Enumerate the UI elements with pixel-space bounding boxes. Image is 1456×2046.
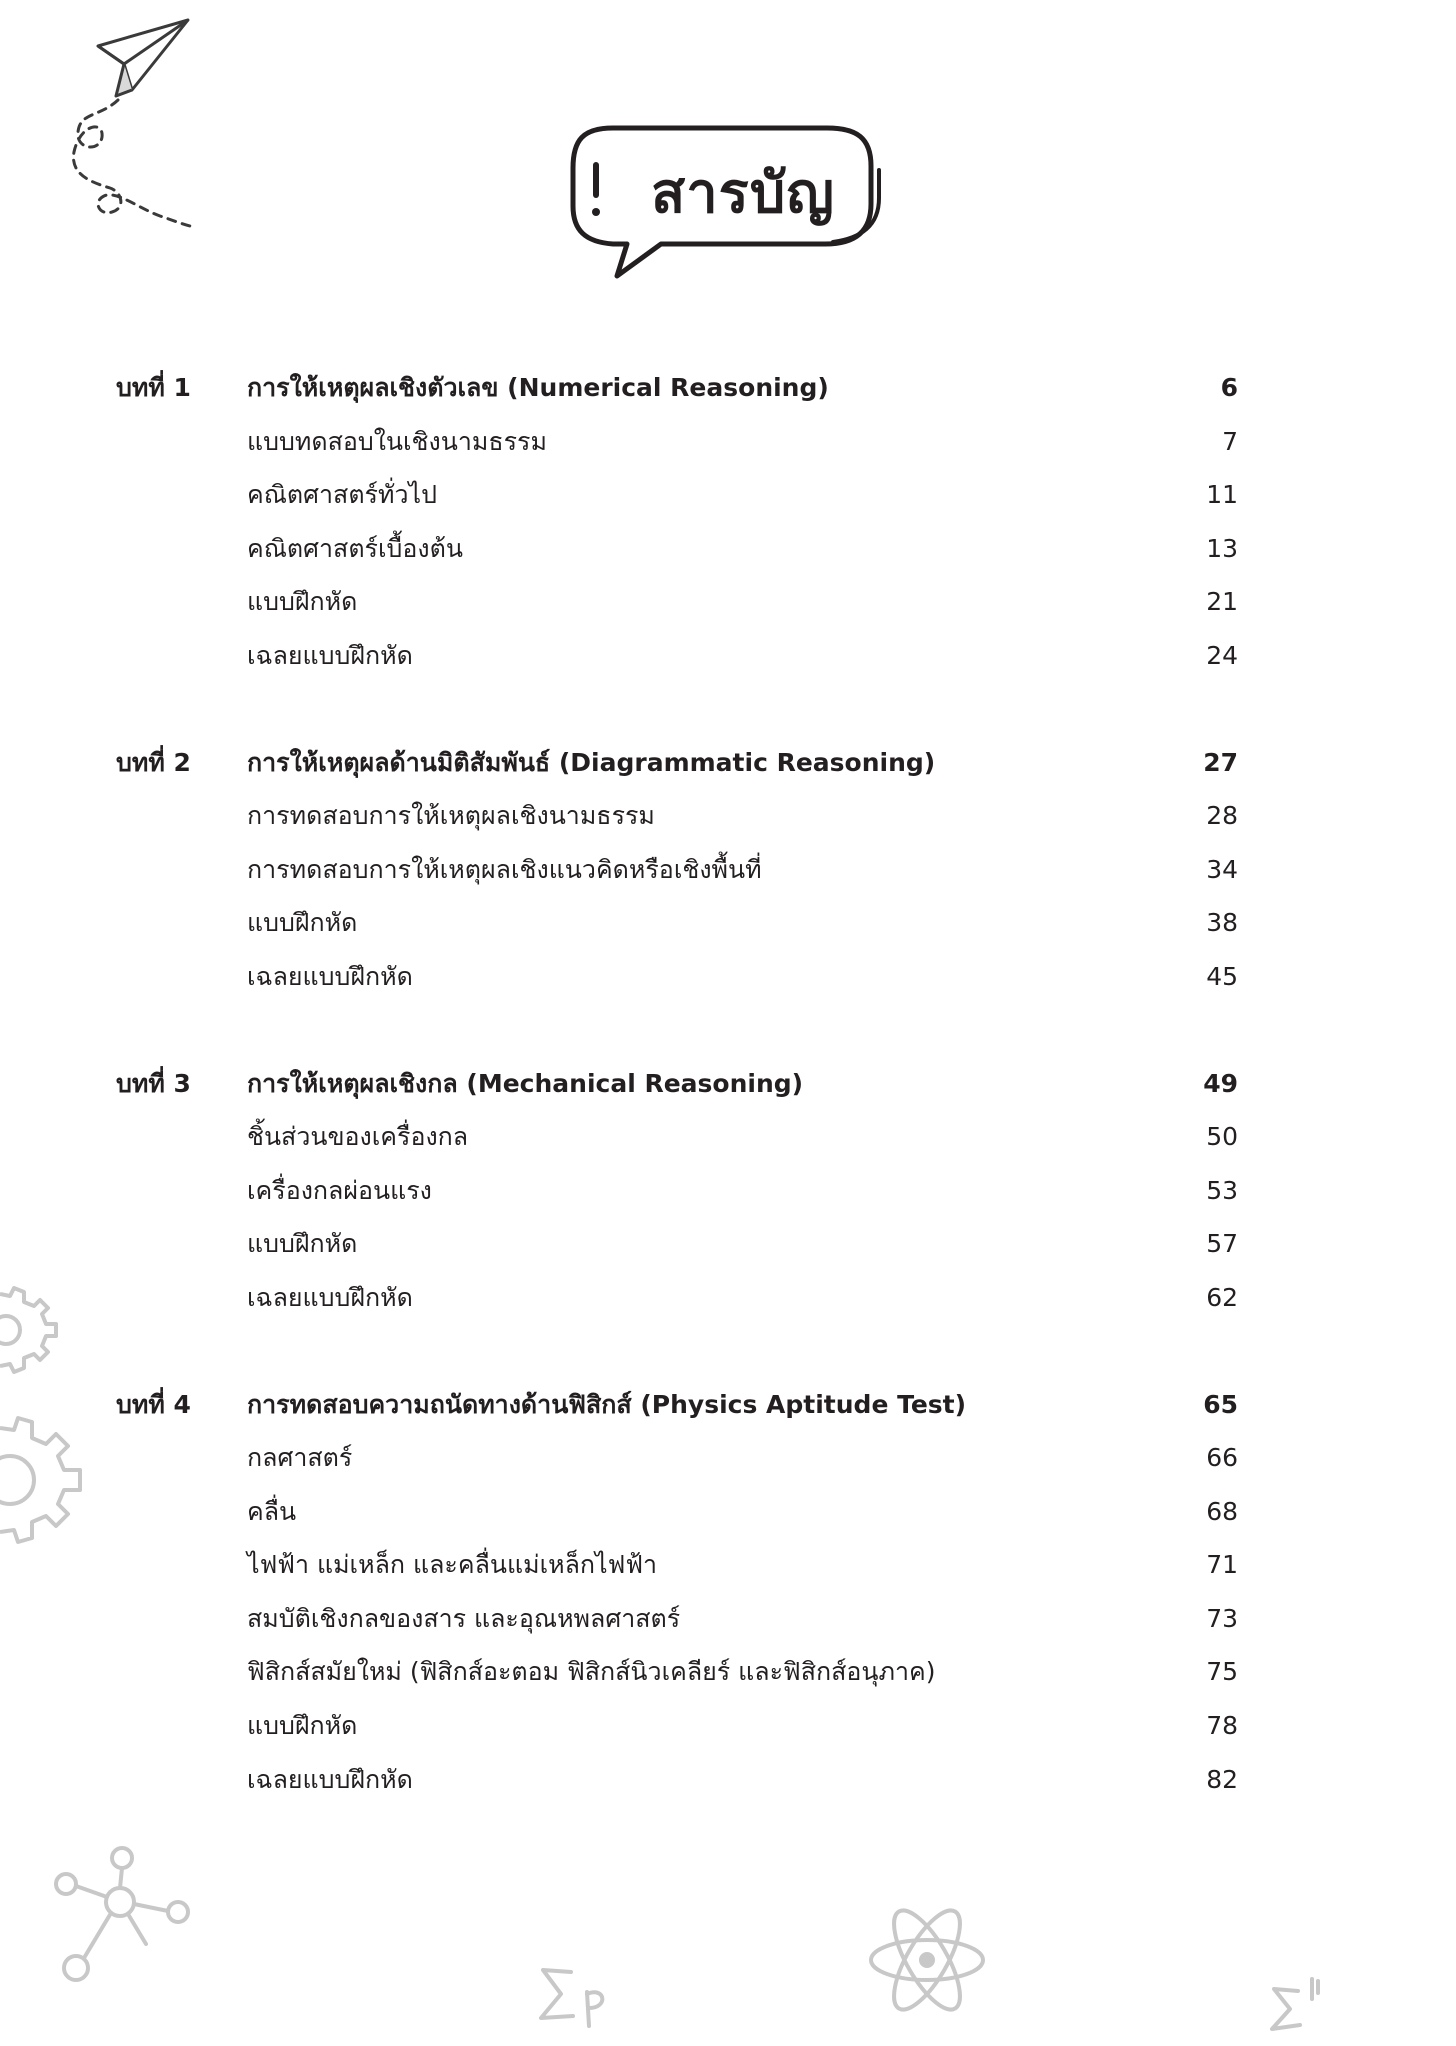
molecule-icon — [50, 1840, 200, 1990]
toc-item-page: 53 — [1206, 1175, 1238, 1205]
toc-item[interactable] — [0, 527, 1456, 581]
toc-item[interactable] — [0, 1490, 1456, 1544]
toc-item-page: 34 — [1206, 854, 1238, 884]
toc-item-title: แบบฝึกหัด — [247, 1711, 358, 1741]
toc-item-title: การทดสอบการให้เหตุผลเชิงนามธรรม — [247, 801, 655, 831]
toc-item[interactable] — [0, 1704, 1456, 1758]
toc-item-title: แบบฝึกหัด — [247, 587, 358, 617]
chapter-title: การให้เหตุผลเชิงตัวเลข (Numerical Reasoning) — [247, 373, 829, 402]
toc-item[interactable] — [0, 1597, 1456, 1651]
toc-item-title: แบบฝึกหัด — [247, 908, 358, 938]
toc-item[interactable] — [0, 1436, 1456, 1490]
toc-item-title: สมบัติเชิงกลของสาร และอุณหพลศาสตร์ — [247, 1603, 681, 1633]
toc-item-page: 68 — [1206, 1496, 1238, 1526]
toc-item-page: 62 — [1206, 1282, 1238, 1312]
gear-icon — [0, 1280, 70, 1380]
toc-item-page: 45 — [1206, 961, 1238, 991]
toc-item-title: คลื่น — [247, 1496, 297, 1526]
toc-item-page: 82 — [1206, 1764, 1238, 1794]
toc-item[interactable] — [0, 901, 1456, 955]
toc-item-title: กลศาสตร์ — [247, 1443, 353, 1473]
toc-item[interactable] — [0, 580, 1456, 634]
toc-item-page: 13 — [1206, 533, 1238, 563]
toc-item-title: เฉลยแบบฝึกหัด — [247, 1282, 413, 1312]
toc-item[interactable] — [0, 634, 1456, 688]
table-of-contents — [0, 366, 1456, 1811]
toc-item[interactable] — [0, 473, 1456, 527]
paper-plane-icon — [60, 12, 210, 242]
toc-item-title: เครื่องกลผ่อนแรง — [247, 1175, 432, 1205]
toc-item-title: คณิตศาสตร์เบื้องต้น — [247, 533, 463, 563]
toc-item-title: เฉลยแบบฝึกหัด — [247, 961, 413, 991]
toc-item[interactable] — [0, 1169, 1456, 1223]
toc-item-title: แบบฝึกหัด — [247, 1229, 358, 1259]
toc-item[interactable] — [0, 1758, 1456, 1812]
chapter-heading-row[interactable] — [0, 741, 1456, 795]
toc-item[interactable] — [0, 955, 1456, 1009]
atom-icon — [862, 1905, 992, 2015]
toc-item-page: 21 — [1206, 587, 1238, 617]
title-bubble — [565, 118, 885, 280]
toc-item-page: 38 — [1206, 908, 1238, 938]
toc-item-page: 71 — [1206, 1550, 1238, 1580]
chapter-heading-row[interactable] — [0, 1383, 1456, 1437]
toc-item-page: 73 — [1206, 1603, 1238, 1633]
gear-icon — [0, 1410, 100, 1570]
toc-item[interactable] — [0, 420, 1456, 474]
toc-item-title: ฟิสิกส์สมัยใหม่ (ฟิสิกส์อะตอม ฟิสิกส์นิวเคลียร์ และฟิสิกส์อนุภาค) — [247, 1657, 936, 1687]
chapter-heading-row[interactable] — [0, 1062, 1456, 1116]
chapter-label: บทที่ 2 — [116, 747, 191, 777]
toc-item-title: แบบทดสอบในเชิงนามธรรม — [247, 426, 547, 456]
chapter-page: 49 — [1203, 1068, 1238, 1098]
chapter-title: การให้เหตุผลด้านมิติสัมพันธ์ (Diagrammatic Reasoning) — [247, 747, 936, 777]
chapter-label: บทที่ 4 — [116, 1389, 191, 1419]
toc-item-title: เฉลยแบบฝึกหัด — [247, 1764, 413, 1794]
toc-item[interactable] — [0, 848, 1456, 902]
toc-item-page: 57 — [1206, 1229, 1238, 1259]
toc-item-title: การทดสอบการให้เหตุผลเชิงแนวคิดหรือเชิงพื้นที่ — [247, 854, 762, 884]
sigma-icon — [535, 1960, 625, 2030]
toc-item-page: 24 — [1206, 640, 1238, 670]
chapter-1 — [0, 366, 1456, 688]
toc-item-title: คณิตศาสตร์ทั่วไป — [247, 480, 437, 510]
toc-item-page: 7 — [1222, 426, 1238, 456]
toc-item-page: 28 — [1206, 801, 1238, 831]
chapter-title: การให้เหตุผลเชิงกล (Mechanical Reasoning) — [247, 1068, 804, 1098]
toc-item-title: ไฟฟ้า แม่เหล็ก และคลื่นแม่เหล็กไฟฟ้า — [247, 1550, 658, 1580]
chapter-page: 27 — [1203, 747, 1238, 777]
chapter-heading-row[interactable] — [0, 366, 1456, 420]
toc-item[interactable] — [0, 1222, 1456, 1276]
toc-item[interactable] — [0, 1650, 1456, 1704]
sigma-icon — [1268, 1975, 1348, 2035]
chapter-page: 6 — [1220, 373, 1238, 402]
toc-item-page: 66 — [1206, 1443, 1238, 1473]
toc-item[interactable] — [0, 1276, 1456, 1330]
toc-item-title: เฉลยแบบฝึกหัด — [247, 640, 413, 670]
toc-item-page: 11 — [1206, 480, 1238, 510]
toc-item-page: 78 — [1206, 1711, 1238, 1741]
toc-item[interactable] — [0, 1115, 1456, 1169]
page-title: สารบัญ — [651, 161, 835, 226]
toc-item-page: 50 — [1206, 1122, 1238, 1152]
toc-item[interactable] — [0, 794, 1456, 848]
toc-item[interactable] — [0, 1543, 1456, 1597]
chapter-label: บทที่ 1 — [116, 373, 191, 402]
toc-item-title: ชิ้นส่วนของเครื่องกล — [247, 1122, 469, 1152]
chapter-4 — [0, 1383, 1456, 1812]
chapter-3 — [0, 1062, 1456, 1330]
chapter-title: การทดสอบความถนัดทางด้านฟิสิกส์ (Physics Aptitude Test) — [247, 1389, 967, 1419]
chapter-page: 65 — [1203, 1389, 1238, 1419]
chapter-label: บทที่ 3 — [116, 1068, 191, 1098]
toc-item-page: 75 — [1206, 1657, 1238, 1687]
chapter-2 — [0, 741, 1456, 1009]
